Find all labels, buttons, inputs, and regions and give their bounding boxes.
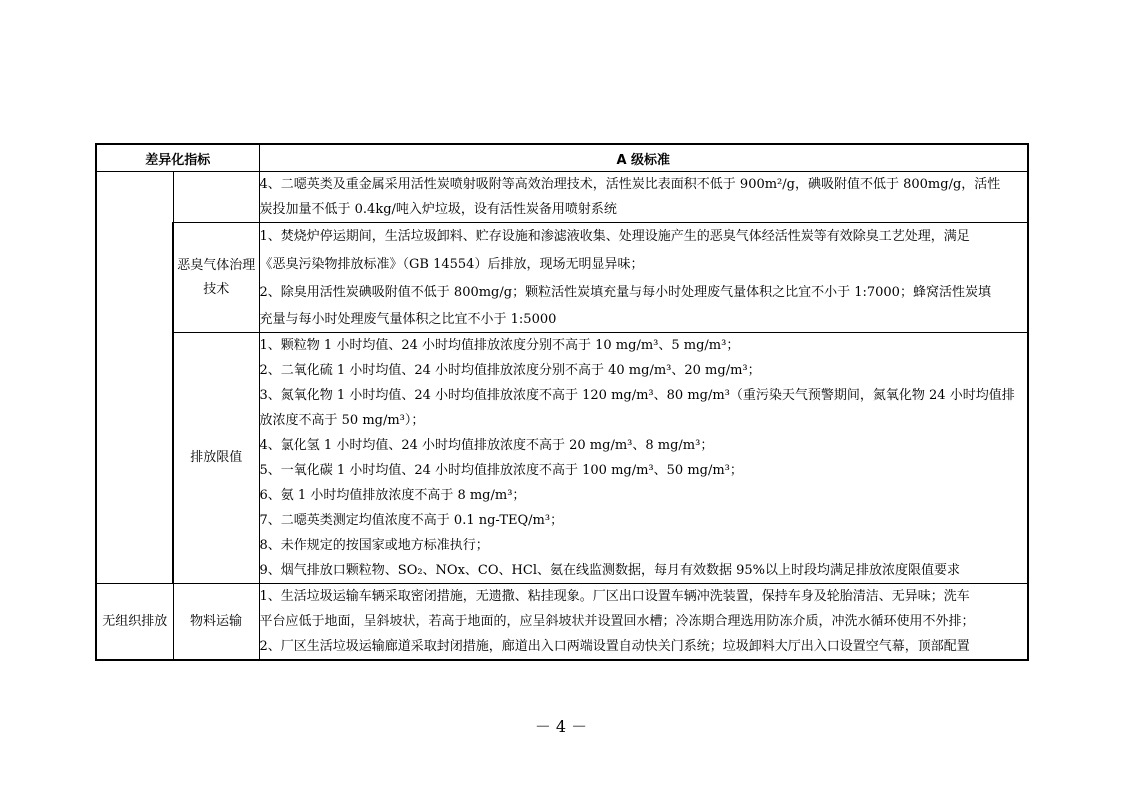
content-line: 炭投加量不低于 0.4kg/吨入炉垃圾，设有活性炭备用喷射系统 [259, 202, 617, 217]
continued-content [259, 172, 1028, 223]
content-line: 3、氮氧化物 1 小时均值、24 小时均值排放浓度不高于 120 mg/m³、80 mg/m³（重污染天气预警期间，氮氧化物 24 小时均值排 [259, 388, 1015, 403]
content-line: 4、二噁英类及重金属采用活性炭喷射吸附等高效治理技术，活性炭比表面积不低于 900m²/g，碘吸附值不低于 800mg/g，活性 [259, 177, 1001, 192]
content-line: 8、未作规定的按国家或地方标准执行； [259, 538, 489, 553]
page-number: － 4 － [534, 717, 588, 736]
odor-content [259, 223, 1028, 333]
emission-content [259, 333, 1028, 584]
content-line: 1、生活垃圾运输车辆采取密闭措施，无遗撒、粘挂现象。厂区出口设置车辆冲洗装置，保持车身及轮胎清洁、无异味；洗车 [259, 589, 970, 604]
content-line: 2、除臭用活性炭碘吸附值不低于 800mg/g；颗粒活性炭填充量与每小时处理废气量体积之比宜不小于 1:7000；蜂窝活性炭填 [259, 285, 991, 300]
content-line: 充量与每小时处理废气量体积之比宜不小于 1:5000 [259, 312, 557, 327]
table-row-fugitive [96, 584, 1028, 661]
empty-label-cell [173, 172, 259, 223]
fugitive-category: 无组织排放 [96, 584, 173, 661]
content-line: 7、二噁英类测定均值浓度不高于 0.1 ng-TEQ/m³； [259, 513, 564, 528]
content-line: 放浓度不高于 50 mg/m³）； [259, 413, 425, 428]
content-line: 《恶臭污染物排放标准》（GB 14554）后排放，现场无明显异味； [259, 257, 644, 272]
content-line: 2、二氧化硫 1 小时均值、24 小时均值排放浓度分别不高于 40 mg/m³、20 mg/m³； [259, 363, 761, 378]
table-header-row [96, 144, 1028, 172]
emission-label: 排放限值 [173, 333, 259, 584]
standards-table [95, 143, 1029, 661]
content-line: 6、氨 1 小时均值排放浓度不高于 8 mg/m³； [259, 488, 526, 503]
empty-category-cell [96, 172, 173, 584]
table-row-emission [96, 333, 1028, 584]
header-indicator: 差异化指标 [96, 144, 259, 172]
odor-label: 恶臭气体治理 技术 [173, 223, 259, 333]
content-line: 5、一氧化碳 1 小时均值、24 小时均值排放浓度不高于 100 mg/m³、50 mg/m³； [259, 463, 743, 478]
fugitive-content [259, 584, 1028, 661]
content-line: 平台应低于地面，呈斜坡状，若高于地面的，应呈斜坡状并设置回水槽；冷冻期合理选用防冻介质，冲洗水循环使用不外排； [259, 614, 975, 629]
header-grade-a: A 级标准 [259, 144, 1028, 172]
content-line: 1、焚烧炉停运期间，生活垃圾卸料、贮存设施和渗滤液收集、处理设施产生的恶臭气体经活性炭等有效除臭工艺处理，满足 [259, 229, 970, 244]
table-row-odor [96, 223, 1028, 333]
content-line: 1、颗粒物 1 小时均值、24 小时均值排放浓度分别不高于 10 mg/m³、5 mg/m³； [259, 338, 740, 353]
fugitive-label: 物料运输 [173, 584, 259, 661]
content-line: 9、烟气排放口颗粒物、SO₂、NOx、CO、HCl、氨在线监测数据，每月有效数据 95%以上时段均满足排放浓度限值要求 [259, 563, 960, 578]
table-row-continued [96, 172, 1028, 223]
content-line: 4、氯化氢 1 小时均值、24 小时均值排放浓度不高于 20 mg/m³、8 mg/m³； [259, 438, 714, 453]
content-line: 2、厂区生活垃圾运输廊道采取封闭措施，廊道出入口两端设置自动快关门系统；垃圾卸料大厅出入口设置空气幕，顶部配置 [259, 639, 970, 654]
